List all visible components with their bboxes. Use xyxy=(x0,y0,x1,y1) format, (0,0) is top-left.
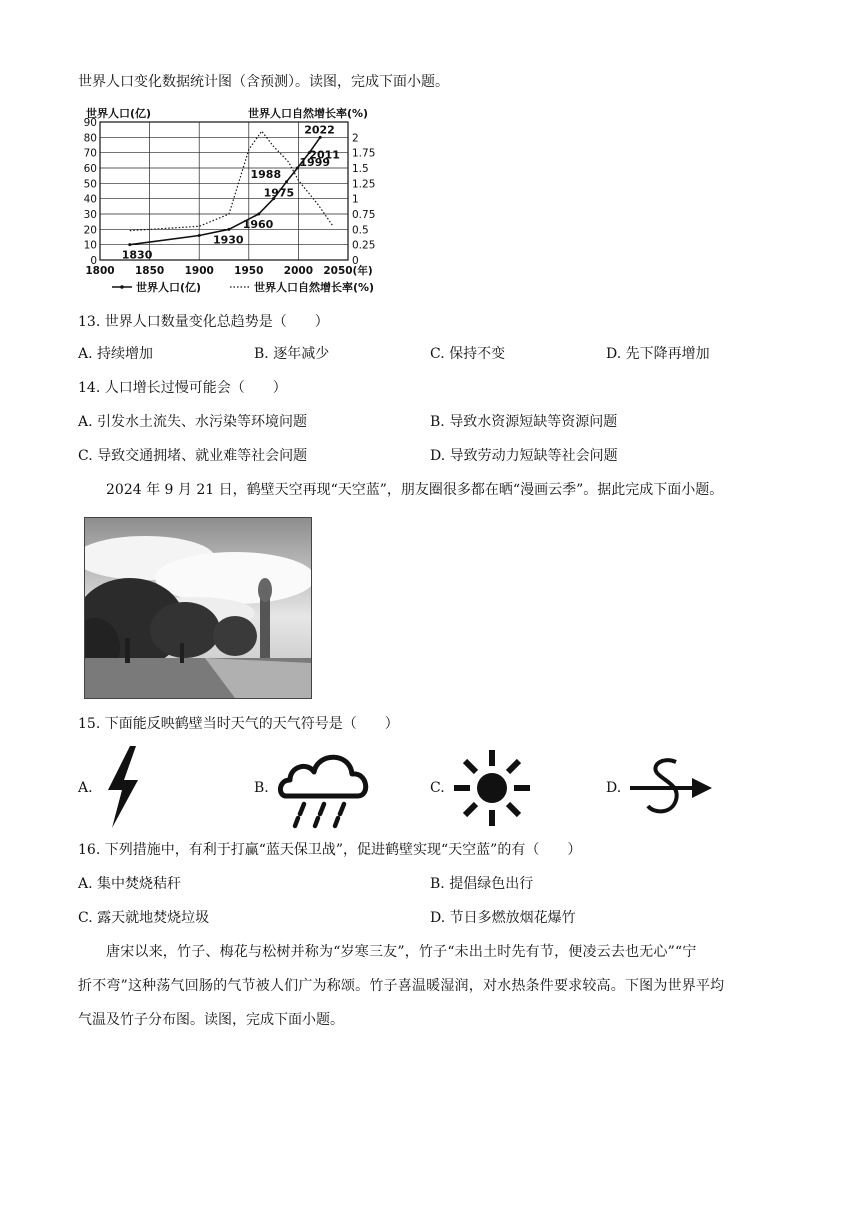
q15-option-a[interactable]: A. xyxy=(78,780,93,796)
intro-bamboo-line-2: 折不弯”这种荡气回肠的气节被人们广为称颂。竹子喜温暖湿润，对水热条件要求较高。下图为世界平均 xyxy=(78,978,725,994)
left-tick-label: 50 xyxy=(83,178,97,191)
x-tick-label: 1850 xyxy=(134,265,165,277)
intro-population-chart: 世界人口变化数据统计图（含预测）。读图，完成下面小题。 xyxy=(78,74,449,90)
population-point xyxy=(257,213,260,216)
q15-option-d[interactable]: D. xyxy=(606,780,622,796)
q14-option-d[interactable]: D. 导致劳动力短缺等社会问题 xyxy=(430,448,618,464)
q16-stem: 16. 下列措施中，有利于打赢“蓝天保卫战”，促进鹤壁实现“天空蓝”的有（ ） xyxy=(78,842,582,858)
q15-stem: 15. 下面能反映鹤壁当时天气的天气符号是（ ） xyxy=(78,716,399,732)
sky-photo xyxy=(84,517,312,699)
intro-bamboo-line-1: 唐宋以来，竹子、梅花与松树并称为“岁寒三友”，竹子“未出土时先有节，便凌云去也无心”“宁 xyxy=(106,944,697,960)
point-label-1960: 1960 xyxy=(242,218,274,231)
right-tick-label: 1.5 xyxy=(352,163,369,175)
x-tick-label: 2000 xyxy=(283,265,314,277)
right-tick-label: 1.75 xyxy=(352,147,376,160)
left-tick-label: 10 xyxy=(83,239,97,252)
q16-option-a[interactable]: A. 集中焚烧秸秆 xyxy=(78,876,182,892)
population-point xyxy=(198,234,201,237)
point-label-1830: 1830 xyxy=(121,248,153,262)
point-label-1988: 1988 xyxy=(250,167,282,181)
left-tick-label: 0 xyxy=(90,255,97,267)
x-tick-label: 1900 xyxy=(184,265,214,277)
left-tick-label: 40 xyxy=(83,193,97,206)
point-label-2011: 2011 xyxy=(309,148,340,162)
q15-option-b[interactable]: B. xyxy=(254,780,269,796)
population-point xyxy=(128,243,131,246)
rain-cloud-icon[interactable] xyxy=(276,744,374,830)
q13-stem: 13. 世界人口数量变化总趋势是（ ） xyxy=(78,314,329,330)
q16-option-b[interactable]: B. 提倡绿色出行 xyxy=(430,876,534,892)
population-chart xyxy=(78,102,396,298)
left-tick-label: 80 xyxy=(83,132,97,145)
right-tick-label: 1.25 xyxy=(352,178,376,191)
q14-option-c[interactable]: C. 导致交通拥堵、就业难等社会问题 xyxy=(78,448,308,464)
q13-option-a[interactable]: A. 持续增加 xyxy=(78,346,154,362)
right-tick-label: 0 xyxy=(352,255,359,267)
intro-bamboo-line-3: 气温及竹子分布图。读图，完成下面小题。 xyxy=(78,1012,344,1028)
left-axis-title: 世界人口(亿) xyxy=(86,107,152,120)
q16-option-c[interactable]: C. 露天就地焚烧垃圾 xyxy=(78,910,210,926)
intro-weather: 2024 年 9 月 21 日，鹤壁天空再现“天空蓝”，朋友圈很多都在晒“漫画云季”。据此完成下面小题。 xyxy=(106,482,724,498)
chart-legend xyxy=(112,280,374,294)
population-point xyxy=(227,228,230,231)
q13-option-b[interactable]: B. 逐年减少 xyxy=(254,346,330,362)
q13-option-d[interactable]: D. 先下降再增加 xyxy=(606,346,710,362)
legend-growth-rate: 世界人口自然增长率(%) xyxy=(254,281,375,294)
q14-stem: 14. 人口增长过慢可能会（ ） xyxy=(78,380,287,396)
q16-option-d[interactable]: D. 节日多燃放烟花爆竹 xyxy=(430,910,576,926)
x-tick-label: 1950 xyxy=(234,265,264,277)
left-tick-label: 90 xyxy=(83,117,97,129)
q14-option-b[interactable]: B. 导致水资源短缺等资源问题 xyxy=(430,414,618,430)
sun-icon[interactable] xyxy=(452,748,532,828)
growth-rate-line xyxy=(130,131,333,230)
left-tick-label: 20 xyxy=(83,224,97,237)
x-tick-label: 1800 xyxy=(85,265,115,277)
left-tick-label: 70 xyxy=(83,147,97,160)
right-axis-title: 世界人口自然增长率(%) xyxy=(248,107,369,120)
point-label-1999: 1999 xyxy=(299,156,331,169)
population-point xyxy=(285,180,288,183)
legend-population: 世界人口(亿) xyxy=(136,281,202,294)
point-label-1930: 1930 xyxy=(212,233,244,247)
point-label-2022: 2022 xyxy=(304,123,335,137)
lightning-icon[interactable] xyxy=(100,744,144,830)
left-tick-label: 60 xyxy=(83,163,97,175)
wind-arrow-icon[interactable] xyxy=(626,752,716,824)
x-tick-label: 2050(年) xyxy=(323,265,373,277)
right-tick-label: 0.25 xyxy=(352,239,376,252)
right-tick-label: 2 xyxy=(352,132,359,145)
chart-series xyxy=(128,131,333,246)
q15-option-c[interactable]: C. xyxy=(430,780,445,796)
right-tick-label: 0.75 xyxy=(352,209,376,221)
right-tick-label: 1 xyxy=(352,193,359,206)
right-tick-label: 0.5 xyxy=(352,224,369,237)
q13-option-c[interactable]: C. 保持不变 xyxy=(430,346,506,362)
q14-option-a[interactable]: A. 引发水土流失、水污染等环境问题 xyxy=(78,414,308,430)
left-tick-label: 30 xyxy=(83,209,97,221)
point-label-1975: 1975 xyxy=(263,186,295,200)
